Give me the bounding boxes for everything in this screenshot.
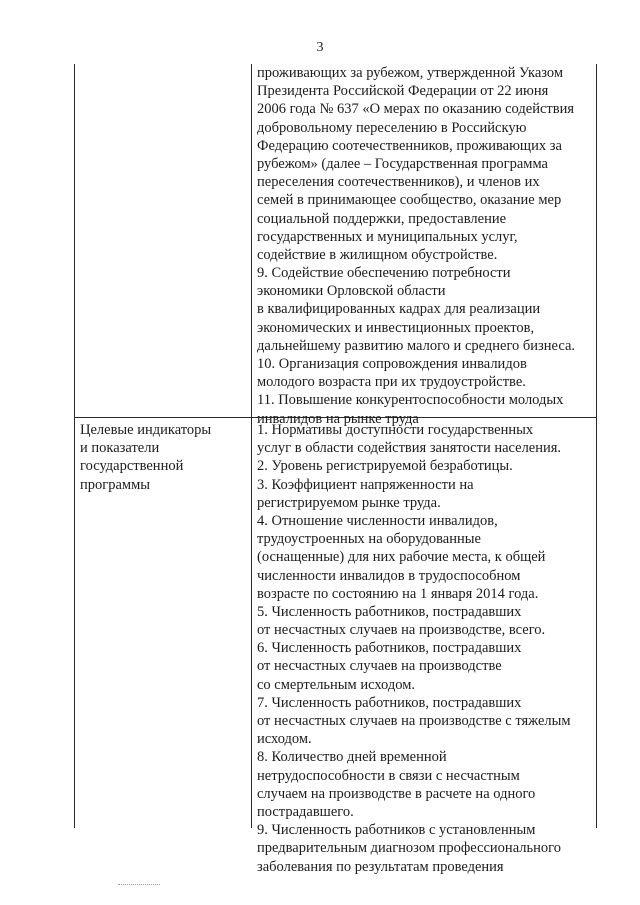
continuation-line: экономики Орловской области: [257, 283, 446, 300]
indicator-line: регистрируемом рынке труда.: [257, 494, 441, 511]
indicator-line: (оснащенные) для них рабочие места, к общей: [257, 549, 546, 566]
continuation-line: дальнейшему развитию малого и среднего бизнеса.: [257, 337, 576, 354]
indicator-line: 9. Численность работников с установленным: [257, 822, 536, 839]
indicator-line: 4. Отношение численности инвалидов,: [257, 512, 498, 529]
indicator-line: 7. Численность работников, пострадавших: [257, 694, 522, 711]
page-number: 3: [316, 40, 324, 55]
indicator-line: предварительным диагнозом профессионального: [257, 840, 561, 857]
continuation-line: содействие в жилищном обустройстве.: [257, 246, 498, 263]
continuation-line: молодого возраста при их трудоустройстве.: [257, 374, 526, 391]
indicators-label-line: государственной: [80, 458, 184, 475]
continuation-line: инвалидов на рынке труда: [257, 410, 419, 427]
indicator-line: 5. Численность работников, пострадавших: [257, 603, 522, 620]
indicator-line: возрасте по состоянию на 1 января 2014 года.: [257, 585, 539, 602]
continuation-line: 9. Содействие обеспечению потребности: [257, 265, 511, 282]
continuation-line: добровольному переселению в Российскую: [257, 119, 527, 136]
continuation-line: Президента Российской Федерации от 22 июня: [257, 83, 549, 100]
continuation-line: переселения соотечественников), и членов их: [257, 174, 540, 191]
scan-artifact-mark: [118, 884, 160, 885]
indicators-label-line: и показатели: [80, 440, 160, 457]
indicators-label-line: Целевые индикаторы: [80, 422, 212, 438]
indicator-line: исходом.: [257, 731, 312, 748]
indicator-line: от несчастных случаев на производстве: [257, 658, 502, 675]
continuation-line: в квалифицированных кадрах для реализации: [257, 301, 541, 318]
table-column-divider: [251, 64, 252, 828]
indicator-line: 3. Коэффициент напряженности на: [257, 476, 474, 493]
program-passport-table: [74, 64, 597, 875]
indicator-line: заболевания по результатам проведения: [257, 858, 504, 875]
indicator-line: от несчастных случаев на производстве с тяжелым: [257, 713, 571, 729]
continuation-line: 2006 года № 637 «О мерах по оказанию содействия: [257, 101, 575, 118]
continuation-line: социальной поддержки, предоставление: [257, 210, 507, 227]
continuation-line: 10. Организация сопровождения инвалидов: [257, 356, 527, 372]
continuation-cell: [257, 64, 575, 428]
continuation-line: экономических и инвестиционных проектов,: [257, 319, 535, 336]
indicators-label-cell: [80, 421, 211, 494]
continuation-line: Федерацию соотечественников, проживающих за: [257, 137, 562, 154]
indicator-line: случаем на производстве в расчете на одного: [257, 785, 536, 802]
indicators-label-line: программы: [80, 476, 150, 493]
indicator-line: услуг в области содействия занятости населения.: [257, 440, 562, 457]
continuation-line: рубежом» (далее – Государственная программа: [257, 155, 548, 172]
indicator-line: 1. Нормативы доступности государственных: [257, 422, 534, 438]
indicator-line: 2. Уровень регистрируемой безработицы.: [257, 458, 513, 475]
table-left-border: [74, 64, 75, 828]
indicator-line: со смертельным исходом.: [257, 676, 416, 693]
continuation-line: проживающих за рубежом, утвержденной Указом: [257, 65, 564, 81]
continuation-line: семей в принимающее сообщество, оказание мер: [257, 192, 562, 209]
indicators-content-cell: [257, 421, 571, 876]
indicator-line: 6. Численность работников, пострадавших: [257, 640, 522, 657]
continuation-line: 11. Повышение конкурентоспособности молодых: [257, 392, 564, 409]
table-right-border: [596, 64, 597, 828]
indicator-line: численности инвалидов в трудоспособном: [257, 567, 521, 584]
indicator-line: трудоустроенных на оборудованные: [257, 531, 481, 548]
indicator-line: нетрудоспособности в связи с несчастным: [257, 767, 520, 784]
continuation-line: государственных и муниципальных услуг,: [257, 228, 518, 245]
indicator-line: 8. Количество дней временной: [257, 749, 447, 766]
indicator-line: от несчастных случаев на производстве, всего.: [257, 622, 546, 639]
indicator-line: пострадавшего.: [257, 803, 354, 820]
